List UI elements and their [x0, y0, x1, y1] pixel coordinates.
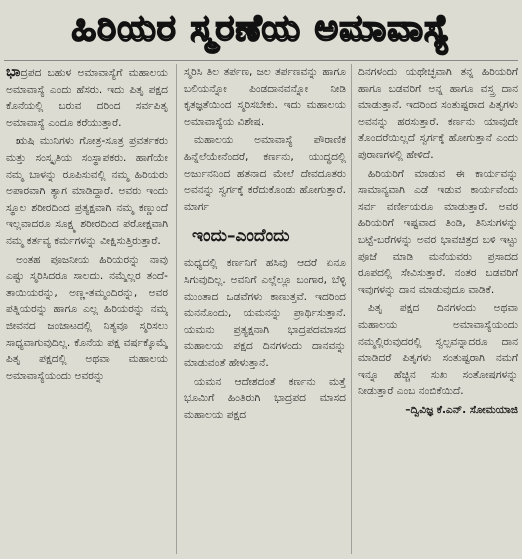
paragraph: ಮಹಾಲಯ ಅಮಾವಾಸ್ಯೆ ಪೌರಾಣಿಕ ಹಿನ್ನೆಲೆಯೇನೆಂದರೆ, ಕರ್ಣನು, ಯುದ್ಧದಲ್ಲಿ ಅರ್ಜುನನಿಂದ ಹತನಾದ ಮೇಲೆ ದೇವದೂತರು ಅವನನ್ನು ಸ್ವರ್ಗಕ್ಕೆ ಕರೆದುಕೊಂಡು ಹೋಗುತ್ತಾರೆ. ಮಾರ್ಗ — [184, 134, 346, 213]
paragraph: ಮಧ್ಯದಲ್ಲಿ ಕರ್ಣನಿಗೆ ಹಸಿವು ಆದರೆ ಏನೂ ಸಿಗುವುದಿಲ್ಲ. ಅವನಿಗೆ ಎಲ್ಲೆಲ್ಲೂ ಬಂಗಾರ, ಬೆಳ್ಳಿ ಮುಂತಾದ ಒಡವೆಗಳು ಕಾಣುತ್ತವೆ. ಇದರಿಂದ ಮನನೊಂದು, ಯಮನನ್ನು ಪ್ರಾರ್ಥಿಸುತ್ತಾನೆ. ಯಮನು ಪ್ರತ್ಯಕ್ಷನಾಗಿ ಭಾದ್ರಪದಮಾಸದ ಮಹಾಲಯ ಪಕ್ಷದ ದಿನಗಳಂದು ದಾನವನ್ನು ಮಾಡುವಂತೆ ಹೇಳುತ್ತಾನೆ. — [184, 257, 346, 369]
paragraph: ಯಮನ ಆದೇಶದಂತೆ ಕರ್ಣನು ಮತ್ತೆ ಭೂಮಿಗೆ ಹಿಂತಿರುಗಿ ಭಾದ್ರಪದ ಮಾಸದ ಮಹಾಲಯ ಪಕ್ಷದ — [184, 375, 346, 421]
headline-area — [0, 0, 522, 58]
paragraph: ಪಿತೃ ಪಕ್ಷದ ದಿನಗಳಂದು ಅಥವಾ ಮಹಾಲಯ ಅಮಾವಾಸ್ಯೆಯಂದು ನಮ್ಮಲ್ಲಿರುವುದರಲ್ಲಿ ಸ್ವಲ್ಪವನ್ನಾದರೂ ದಾನ ಮಾಡಿದರೆ ಪಿತೃಗಳು ಸಂತುಷ್ಟರಾಗಿ ನಮಗೆ ಇನ್ನೂ ಹೆಚ್ಚಿನ ಸುಖ ಸಂತೋಷಗಳನ್ನು ನೀಡುತ್ತಾರೆ ಎಂಬ ನಂಬಿಕೆಯಿದೆ. — [358, 302, 518, 398]
paragraph: ಸ್ಮರಿಸಿ ತಿಲ ತರ್ಪಣ, ಜಲ ತರ್ಪಣವನ್ನು ಹಾಗೂ ಬಲಿಯನ್ನೋ ಪಿಂಡದಾನವನ್ನೋ ನೀಡಿ ಕೃತಜ್ಞತೆಯಿಂದ ಸ್ಮರಿಸಬೇಕು. ಇದು ಮಹಾಲಯ ಅಮಾವಾಸ್ಯೆಯ ವಿಶೇಷ. — [184, 66, 346, 128]
paragraph: ಅಂತಹ ಪೂಜನೀಯ ಹಿರಿಯರನ್ನು ನಾವು ಎಷ್ಟು ಸ್ಮರಿಸಿದರೂ ಸಾಲದು. ನಮ್ಮೆಲ್ಲರ ತಂದೆ-ತಾಯಿಯರನ್ನು, ಅಣ್ಣ-ತಮ್ಮಂದಿರನ್ನು, ಅವರ ಪತ್ನಿಯರನ್ನು ಹಾಗೂ ಎಲ್ಲ ಹಿರಿಯರನ್ನು ನಮ್ಮ ಜೀವನದ ಜಂಜಾಟದಲ್ಲಿ ನಿತ್ಯವೂ ಸ್ಮರಿಸಲು ಸಾಧ್ಯವಾಗುವುದಿಲ್ಲ. ಕೊನೆಯ ಪಕ್ಷ ವರ್ಷಕ್ಕೊಮ್ಮೆ ಪಿತೃ ಪಕ್ಷದಲ್ಲಿ ಅಥವಾ ಮಹಾಲಯ ಅಮಾವಾಸ್ಯೆಯಂದು ಅವರನ್ನು — [6, 253, 168, 382]
paragraph: ಹಿರಿಯರಿಗೆ ಮಾಡುವ ಈ ಕಾರ್ಯವನ್ನು ಸಾಮಾನ್ಯವಾಗಿ ಎಡೆ ಇಡುವ ಕಾರ್ಯವೆಂದು ಸರ್ವ ವರ್ಣೀಯರೂ ಮಾಡುತ್ತಾರೆ. ಅವರ ಹಿರಿಯರಿಗೆ ಇಷ್ಟವಾದ ತಿಂಡಿ, ತಿನಿಸುಗಳನ್ನು ಬಟ್ಟೆ-ಬರೆಗಳನ್ನು ಅವರ ಭಾವಚಿತ್ರದ ಬಳಿ ಇಟ್ಟು ಪೂಜೆ ಮಾಡಿ ಮನೆಯವರು ಪ್ರಸಾದದ ರೂಪದಲ್ಲಿ ಸೇವಿಸುತ್ತಾರೆ. ನಂತರ ಬಡವರಿಗೆ ಇವುಗಳನ್ನು ದಾನ ಮಾಡುವುದೂ ವಾಡಿಕೆ. — [358, 167, 518, 296]
article-column-2 — [184, 64, 346, 556]
headline: ಹಿರಿಯರ ಸ್ಮರಣೆಯ ಅಮಾವಾಸ್ಯೆ — [71, 8, 451, 49]
column-separator-2 — [351, 64, 352, 554]
column-separator-1 — [176, 64, 177, 554]
byline: –ದ್ವಿವಿಜ್ಞ ಕೆ.ಎನ್. ಸೋಮಯಾಜಿ — [405, 403, 518, 416]
drop-letter: ಭಾ — [6, 64, 21, 80]
paragraph: ದಿನಗಳಂದು ಯಥೇಚ್ಛವಾಗಿ ತನ್ನ ಹಿರಿಯರಿಗೆ ಹಾಗೂ ಬಡವರಿಗೆ ಅನ್ನ ಹಾಗೂ ವಸ್ತ್ರ ದಾನ ಮಾಡುತ್ತಾನೆ. ಇದರಿಂದ ಸಂತುಷ್ಟರಾದ ಪಿತೃಗಳು ಅವನನ್ನು ಹರಸುತ್ತಾರೆ. ಕರ್ಣನು ಯಾವುದೇ ತೊಂದರೆಯಿಲ್ಲದೆ ಸ್ವರ್ಗಕ್ಕೆ ಹೋಗುತ್ತಾನೆ ಎಂದು ಪುರಾಣಗಳಲ್ಲಿ ಹೇಳಿದೆ. — [358, 66, 518, 161]
article-column-1 — [6, 64, 168, 556]
paragraph: ಋಷಿ ಮುನಿಗಳು ಗೋತ್ರ-ಸೂತ್ರ ಪ್ರವರ್ತಕರು ಮತ್ತು ಸಂಸ್ಕೃತಿಯ ಸಂಸ್ಥಾಪಕರು. ಹಾಗೆಯೇ ನಮ್ಮ ಬಾಳನ್ನು ರೂಪಿಸುವಲ್ಲಿ ನಮ್ಮ ಹಿರಿಯರು ಅಪಾರವಾಗಿ ತ್ಯಾಗ ಮಾಡಿದ್ದಾರೆ. ಅವರು ಇಂದು ಸ್ಥೂಲ ಶರೀರದಿಂದ ಪ್ರತ್ಯಕ್ಷವಾಗಿ ನಮ್ಮ ಕಣ್ಣುಂದೆ ಇಲ್ಲವಾದರೂ ಸೂಕ್ಷ್ಮ ಶರೀರದಿಂದ ಪರೋಕ್ಷವಾಗಿ ನಮ್ಮ ಕರ್ತವ್ಯ ಕರ್ಮಗಳನ್ನು ವೀಕ್ಷಿಸುತ್ತಿರುತ್ತಾರೆ. — [6, 135, 168, 247]
subheading: ಇಂದು–ಎಂದೆಂದು — [192, 226, 290, 247]
headline-rule — [4, 60, 518, 61]
article-column-3 — [358, 64, 518, 556]
paragraph: ಭಾದ್ರಪದ ಬಹುಳ ಅಮಾವಾಸ್ಯೆಗೆ ಮಹಾಲಯ ಅಮಾವಾಸ್ಯೆ ಎಂದು ಹೆಸರು. ಇದು ಪಿತೃ ಪಕ್ಷದ ಕೊನೆಯಲ್ಲಿ ಬರುವ ದರಿಂದ ಸರ್ವಪಿತೃ ಅಮಾವಾಸ್ಯೆ ಎಂದೂ ಕರೆಯುತ್ತಾರೆ. — [6, 64, 168, 129]
